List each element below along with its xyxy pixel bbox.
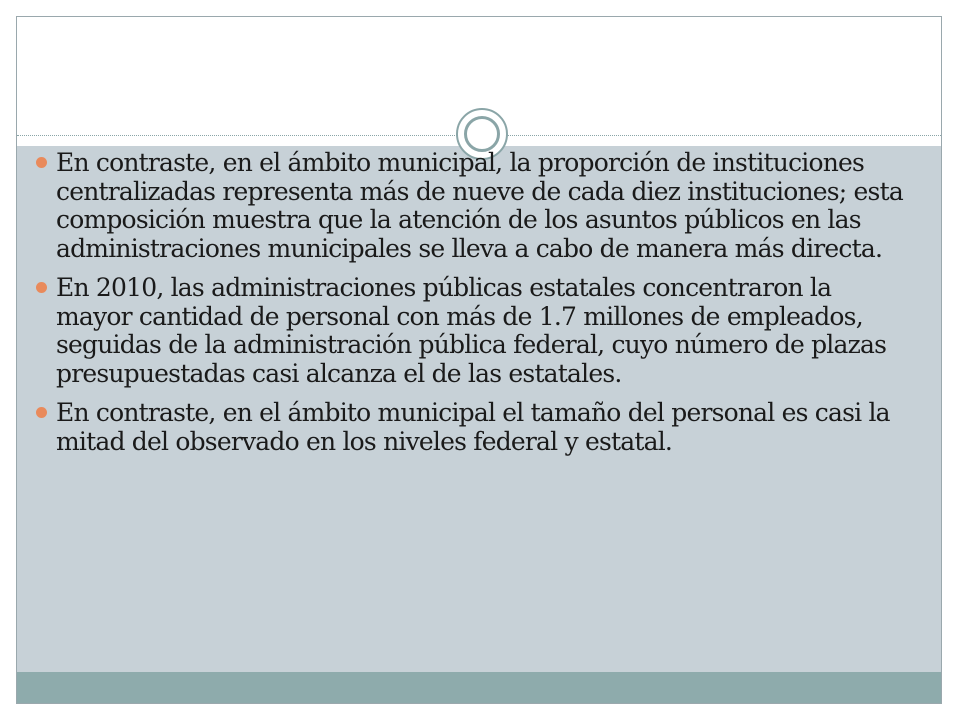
bullet-item: [36, 274, 906, 388]
bullet-text: En 2010, las administraciones públicas estatales concentraron la mayor cantidad de personal con más de 1.7 millones de empleados, seguidas de la administración pública federal, cuyo número de plazas presupuestadas casi alcanza el de las estatales.: [56, 273, 887, 388]
footer-band: [17, 672, 941, 704]
bullet-item: [36, 149, 906, 263]
bullet-item: [36, 399, 906, 456]
bullet-dot-icon: [36, 157, 47, 168]
bullet-text: En contraste, en el ámbito municipal, la proporción de instituciones centralizadas representa más de nueve de cada diez instituciones; esta composición muestra que la atención de los asuntos públicos en las administraciones municipales se lleva a cabo de manera más directa.: [56, 148, 903, 263]
bullet-text: En contraste, en el ámbito municipal el tamaño del personal es casi la mitad del observado en los niveles federal y estatal.: [56, 398, 890, 456]
bullet-dot-icon: [36, 282, 47, 293]
bullet-list: [36, 149, 906, 467]
bullet-dot-icon: [36, 407, 47, 418]
